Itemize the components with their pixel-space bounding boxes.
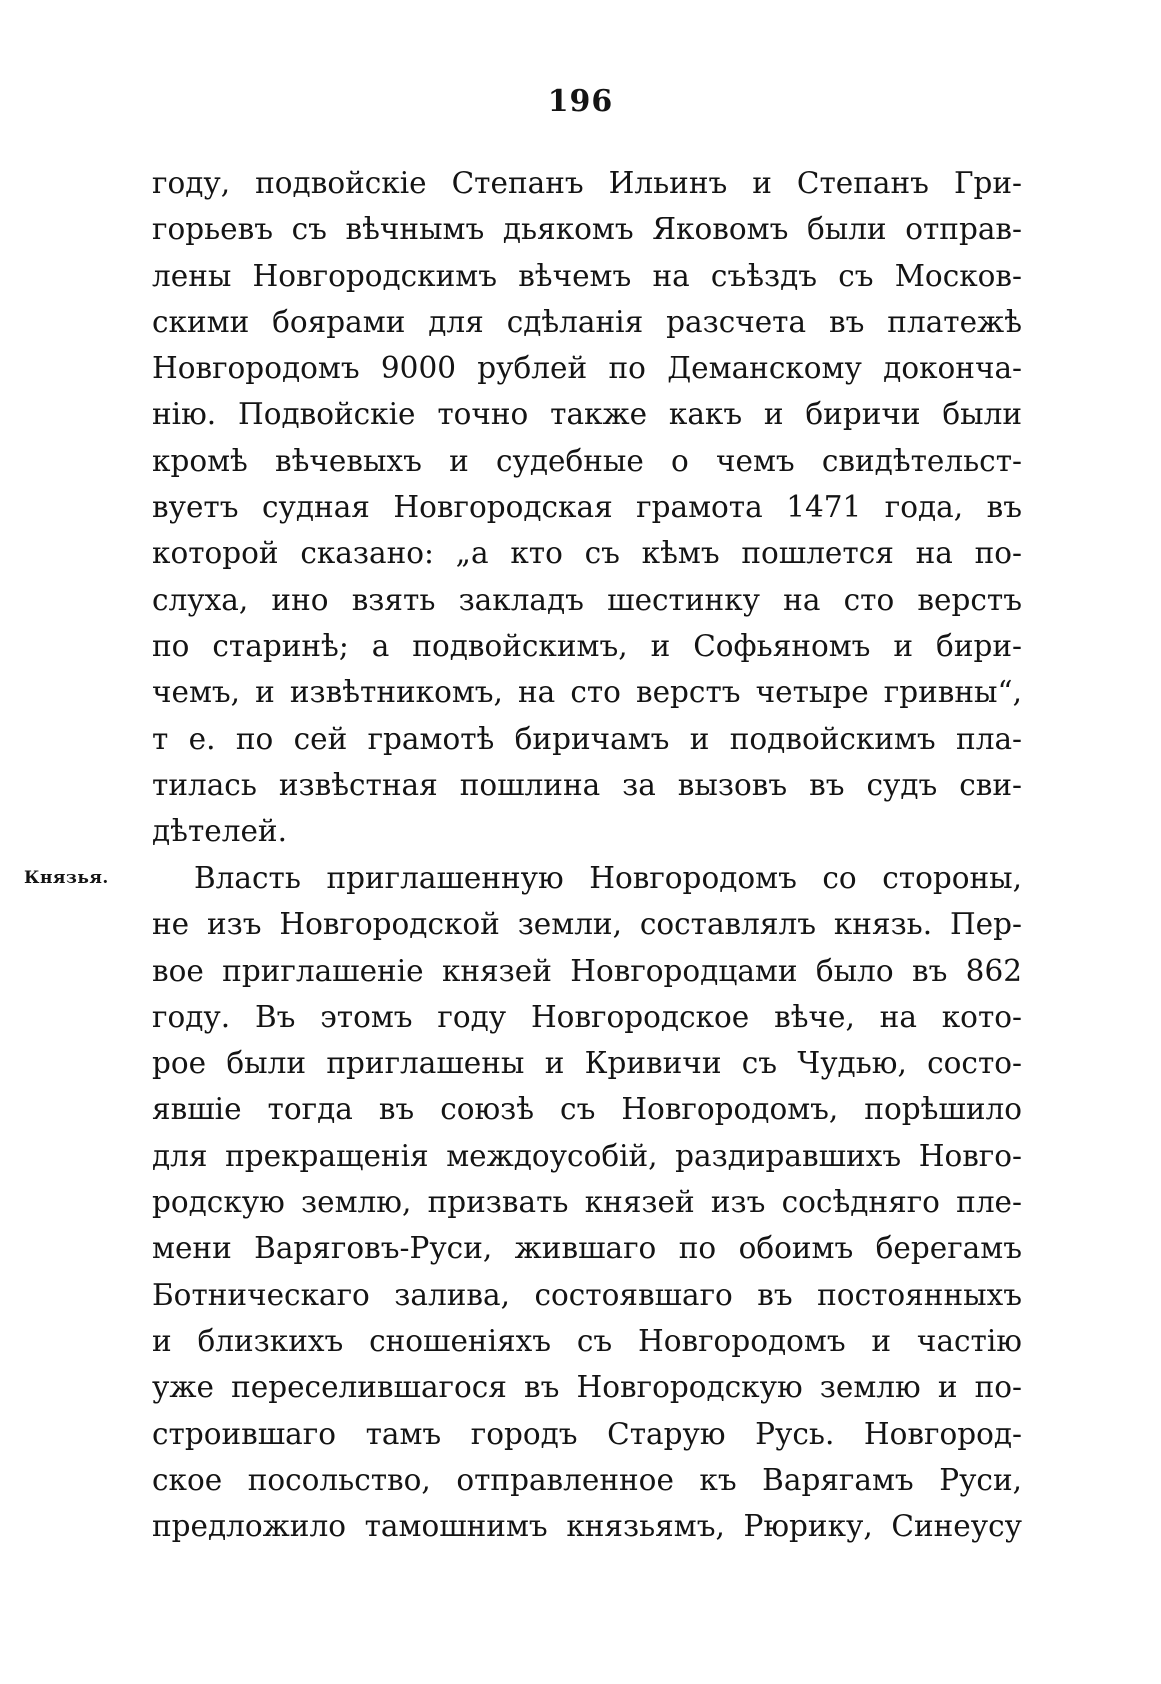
text-line: т е. по сей грамотѣ биричамъ и подвойскимъ пла-: [152, 721, 1022, 756]
text-line: строившаго тамъ городъ Старую Русь. Новгород-: [152, 1416, 1022, 1451]
text-line: году, подвойскіе Степанъ Ильинъ и Степанъ Гри-: [152, 166, 1022, 200]
text-line: кромѣ вѣчевыхъ и судебные о чемъ свидѣтельст-: [152, 443, 1022, 478]
text-line: Власть приглашенную Новгородомъ со стороны,: [194, 861, 1022, 895]
page-number: 196: [547, 84, 614, 119]
text-line: скими боярами для сдѣланія разсчета въ платежѣ: [152, 304, 1022, 339]
text-line: ское посольство, отправленное къ Варягамъ Руси,: [152, 1462, 1022, 1497]
text-line: слуха, ино взять закладъ шестинку на сто верстъ: [152, 582, 1022, 617]
paragraph-1: [152, 160, 1022, 854]
text-line: родскую землю, призвать князей изъ сосѣдняго пле-: [152, 1185, 1022, 1220]
text-line: для прекращенія междоусобій, раздиравшихъ Новго-: [152, 1138, 1022, 1173]
text-line: рое были приглашены и Кривичи съ Чудью, состо-: [152, 1046, 1022, 1081]
text-line: лены Новгородскимъ вѣчемъ на съѣздъ съ Москов-: [152, 258, 1022, 293]
text-line: уже переселившагося въ Новгородскую землю и по-: [152, 1370, 1022, 1405]
text-line: явшіе тогда въ союзѣ съ Новгородомъ, порѣшило: [152, 1092, 1022, 1127]
text-line: вуетъ судная Новгородская грамота 1471 года, въ: [152, 490, 1022, 525]
text-line: по старинѣ; а подвойскимъ, и Софьяномъ и бири-: [152, 628, 1022, 663]
text-line: году. Въ этомъ году Новгородское вѣче, на кото-: [152, 999, 1022, 1034]
text-line: предложило тамошнимъ князьямъ, Рюрику, Синеусу: [152, 1509, 1022, 1544]
text-line: которой сказано: „а кто съ кѣмъ пошлется на по-: [152, 536, 1022, 571]
text-line: чемъ, и извѣтникомъ, на сто верстъ четыре гривны“,: [152, 675, 1022, 710]
text-line: горьевъ съ вѣчнымъ дьякомъ Яковомъ были отправ-: [152, 212, 1022, 247]
text-line: и близкихъ сношеніяхъ съ Новгородомъ и частію: [152, 1323, 1022, 1358]
text-line: дѣтелей.: [152, 814, 287, 849]
text-line: не изъ Новгородской земли, составлялъ князь. Пер-: [152, 907, 1022, 942]
text-line: Ботническаго залива, состоявшаго въ постоянныхъ: [152, 1277, 1022, 1312]
text-line: Новгородомъ 9000 рублей по Деманскому доконча-: [152, 351, 1022, 386]
text-line: нію. Подвойскіе точно также какъ и биричи были: [152, 397, 1022, 432]
text-line: вое приглашеніе князей Новгородцами было въ 862: [152, 953, 1022, 988]
text-line: мени Варяговъ-Руси, жившаго по обоимъ берегамъ: [152, 1231, 1022, 1266]
paragraph-2: [152, 855, 1022, 1549]
margin-note: Князья.: [24, 868, 109, 888]
text-line: тилась извѣстная пошлина за вызовъ въ судъ сви-: [152, 767, 1022, 802]
